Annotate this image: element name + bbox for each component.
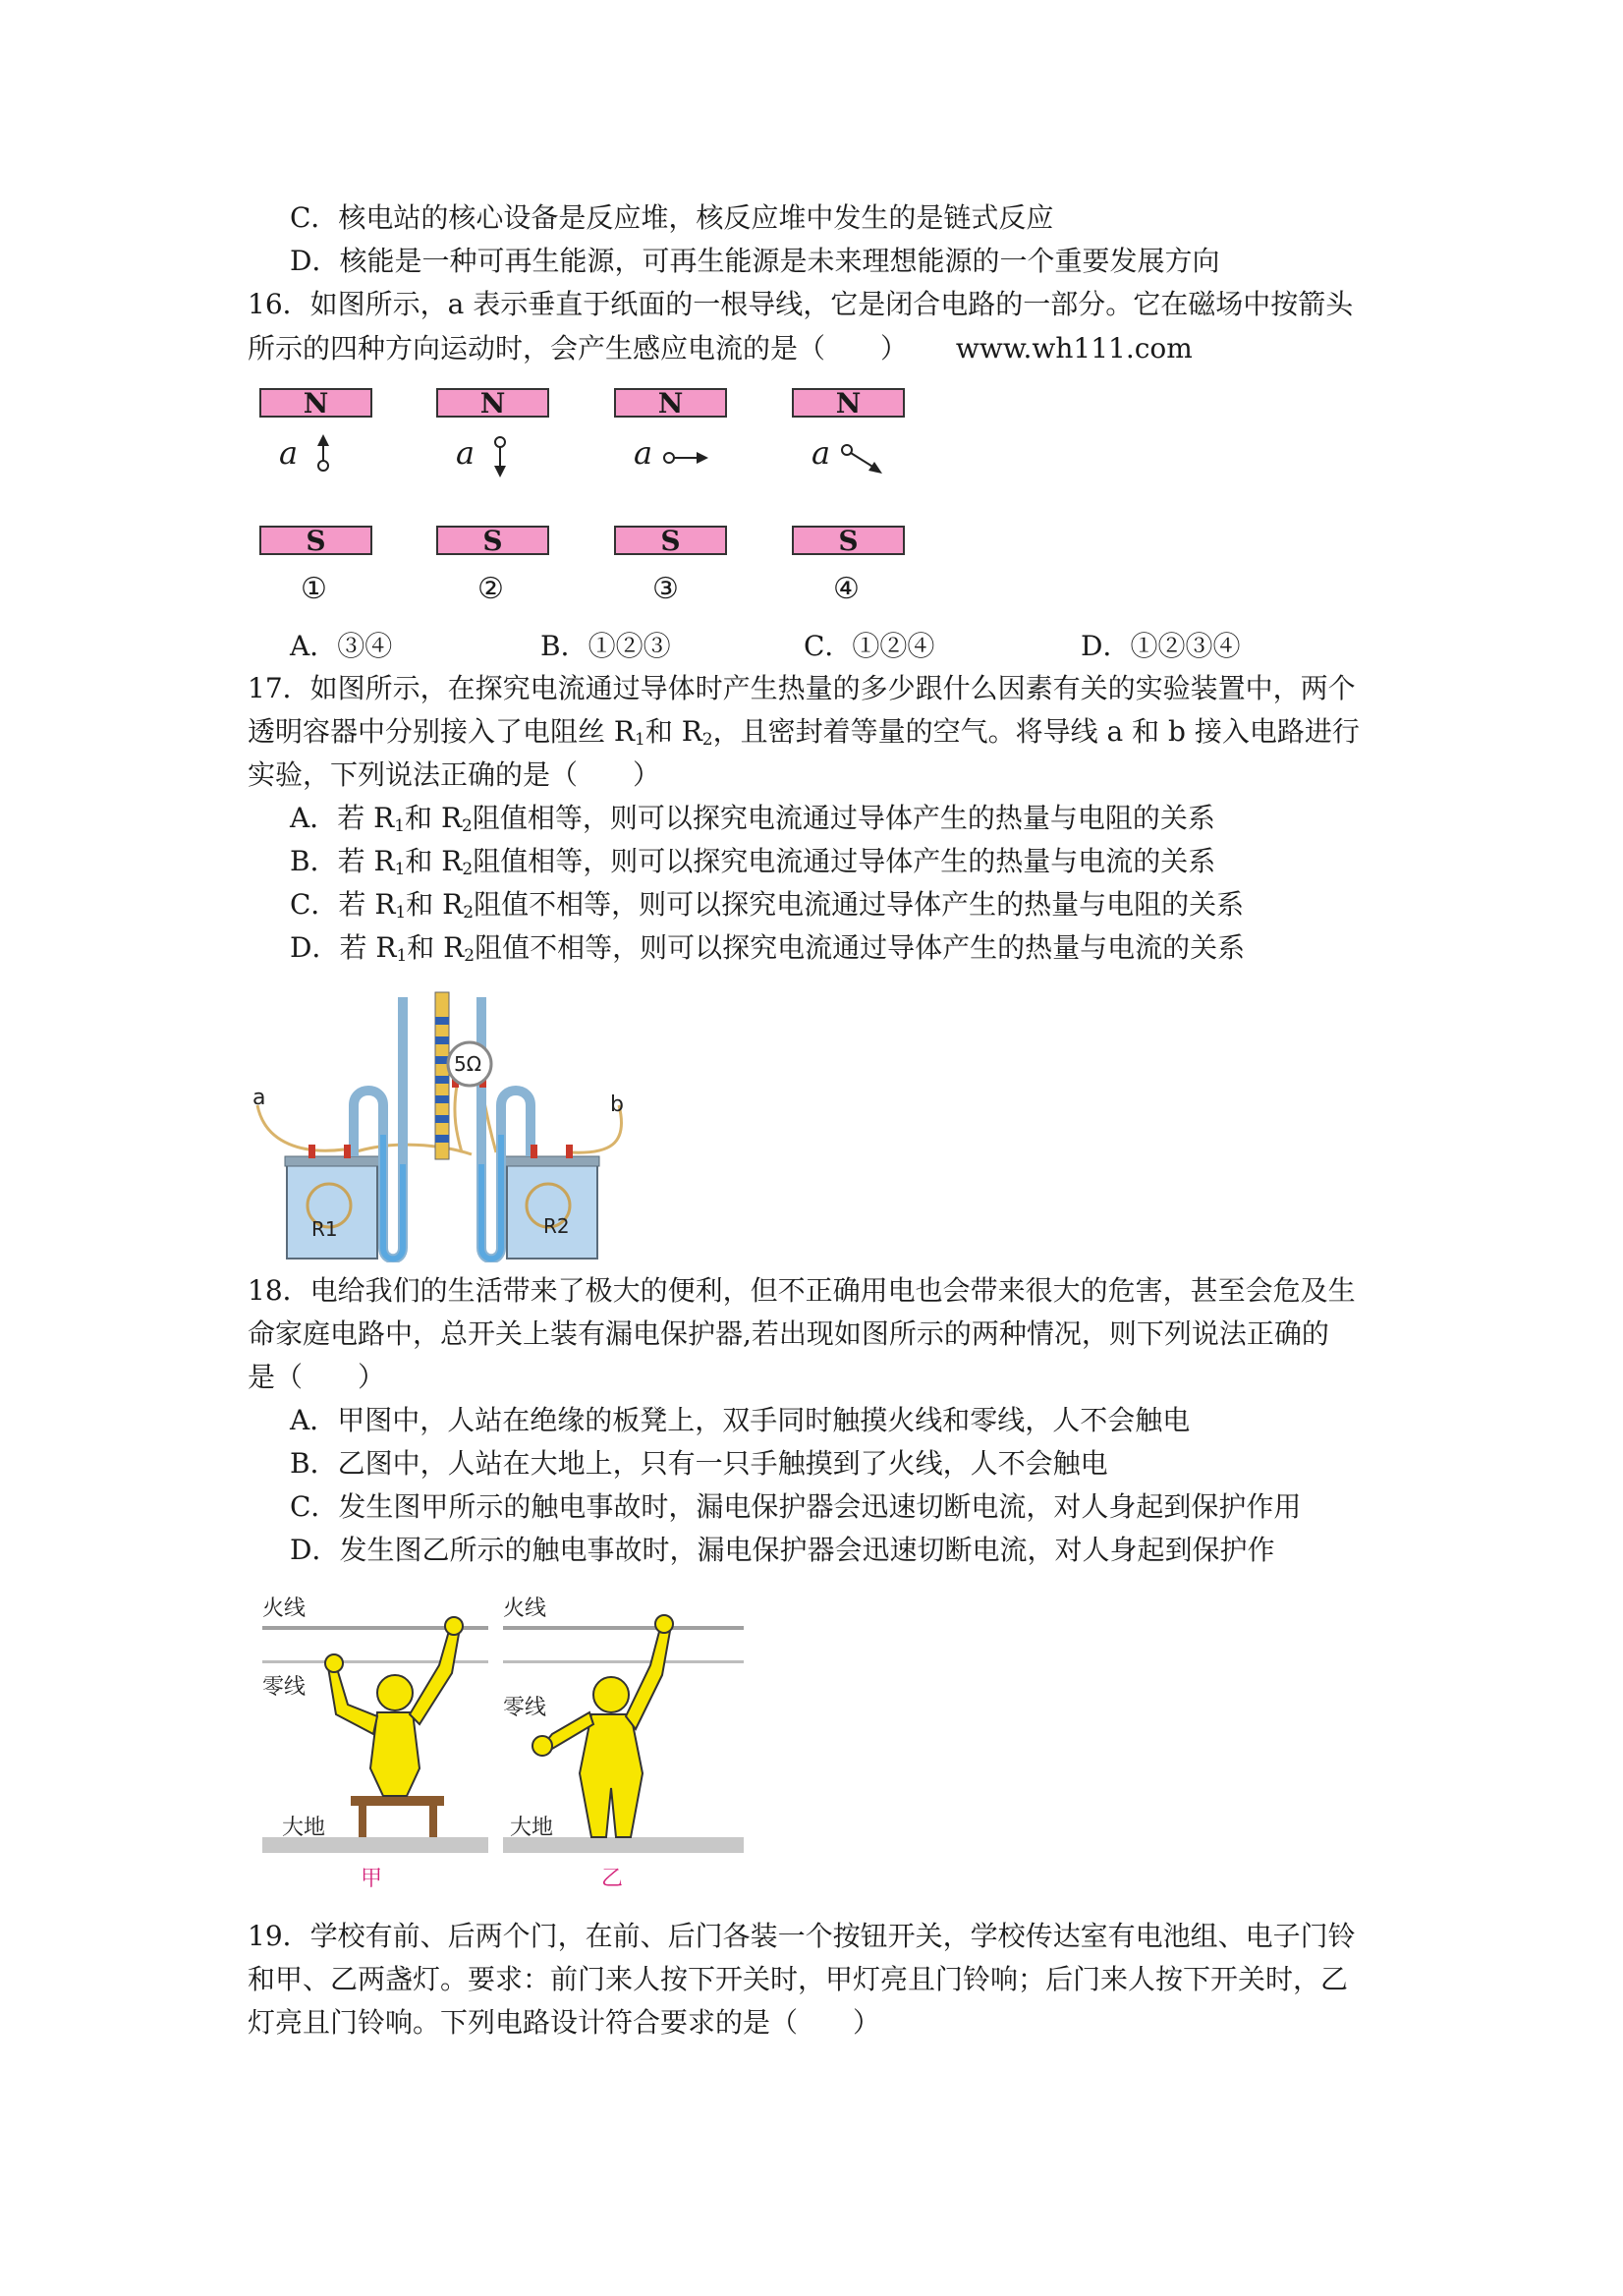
q17-text: 和 R bbox=[644, 715, 702, 748]
live-wire-label-2: 火线 bbox=[503, 1596, 547, 1621]
option-text: 阻值不相等，则可以探究电流通过导体产生的热量与电阻的关系 bbox=[474, 888, 1245, 921]
q17-text: ，且密封着等量的空气。将导线 a 和 b 接入电路进行 bbox=[712, 715, 1360, 748]
subscript: 2 bbox=[701, 730, 713, 750]
option-text: 和 R bbox=[406, 888, 464, 921]
q18-stem-line1: 18．电给我们的生活带来了极大的便利，但不正确用电也会带来很大的危害，甚至会危及生 bbox=[248, 1274, 1356, 1307]
q18-option-c: C．发生图甲所示的触电事故时，漏电保护器会迅速切断电流，对人身起到保护作用 bbox=[290, 1490, 1302, 1523]
neutral-wire-label-1: 零线 bbox=[262, 1675, 307, 1700]
live-wire-label-1: 火线 bbox=[262, 1596, 307, 1621]
subscript: 1 bbox=[395, 903, 407, 923]
subscript: 1 bbox=[396, 946, 408, 966]
q19-stem-line1: 19．学校有前、后两个门，在前、后门各装一个按钮开关，学校传达室有电池组、电子门铃 bbox=[248, 1920, 1356, 1952]
q16-option-c: C．①②④ bbox=[804, 630, 935, 662]
q16-option-d: D．①②③④ bbox=[1081, 630, 1241, 662]
neutral-wire-label-2: 零线 bbox=[503, 1696, 547, 1720]
subscript: 2 bbox=[463, 903, 475, 923]
wire-label-2: a bbox=[456, 434, 476, 472]
option-text: 阻值不相等，则可以探究电流通过导体产生的热量与电流的关系 bbox=[475, 931, 1246, 964]
q16-option-a: A．③④ bbox=[290, 630, 393, 662]
arrow-down-icon bbox=[485, 432, 515, 481]
option-text: B．若 R bbox=[290, 845, 395, 877]
wire-label-3: a bbox=[634, 434, 653, 472]
q15-option-c: C．核电站的核心设备是反应堆，核反应堆中发生的是链式反应 bbox=[290, 201, 1054, 234]
q17-option-a bbox=[290, 801, 1215, 836]
joule-apparatus-illustration bbox=[246, 987, 639, 1262]
option-text: 阻值相等，则可以探究电流通过导体产生的热量与电流的关系 bbox=[473, 845, 1216, 877]
ground-label-1: 大地 bbox=[282, 1816, 326, 1840]
r2-label: R2 bbox=[543, 1214, 570, 1238]
figure-number-3: ③ bbox=[652, 572, 679, 606]
north-pole-3: N bbox=[614, 388, 727, 418]
q16-stem-text: 所示的四种方向运动时，会产生感应电流的是（ ） bbox=[248, 332, 909, 364]
arrow-up-icon bbox=[308, 432, 338, 481]
q19-stem-line3: 灯亮且门铃响。下列电路设计符合要求的是（ ） bbox=[248, 2006, 881, 2039]
q16-stem-line1: 16．如图所示，a 表示垂直于纸面的一根导线，它是闭合电路的一部分。它在磁场中按箭头 bbox=[248, 288, 1354, 320]
subscript: 2 bbox=[462, 860, 474, 879]
electric-shock-illustration bbox=[257, 1587, 749, 1872]
q17-text: 透明容器中分别接入了电阻丝 R bbox=[248, 715, 635, 748]
q17-option-b bbox=[290, 844, 1215, 879]
south-pole-1: S bbox=[259, 526, 372, 555]
north-pole-1: N bbox=[259, 388, 372, 418]
south-pole-2: S bbox=[436, 526, 549, 555]
q18-stem-line2: 命家庭电路中，总开关上装有漏电保护器,若出现如图所示的两种情况，则下列说法正确的 bbox=[248, 1317, 1329, 1350]
q17-stem-line3: 实验，下列说法正确的是（ ） bbox=[248, 758, 661, 791]
option-text: 和 R bbox=[405, 845, 463, 877]
subscript: 1 bbox=[634, 730, 645, 750]
subscript: 1 bbox=[394, 816, 406, 836]
q18-option-a: A．甲图中，人站在绝缘的板凳上，双手同时触摸火线和零线，人不会触电 bbox=[290, 1404, 1191, 1436]
figure-caption-yi: 乙 bbox=[601, 1867, 624, 1891]
subscript: 2 bbox=[464, 946, 476, 966]
option-text: 和 R bbox=[407, 931, 465, 964]
option-text: 和 R bbox=[405, 802, 463, 834]
q18-option-d: D．发生图乙所示的触电事故时，漏电保护器会迅速切断电流，对人身起到保护作 bbox=[290, 1534, 1275, 1566]
arrow-diagonal-icon bbox=[839, 440, 890, 479]
q18-option-b: B．乙图中，人站在大地上，只有一只手触摸到了火线，人不会触电 bbox=[290, 1447, 1108, 1480]
q16-option-b: B．①②③ bbox=[540, 630, 671, 662]
subscript: 2 bbox=[462, 816, 473, 836]
option-text: A．若 R bbox=[290, 802, 395, 834]
q17-stem-line1: 17．如图所示，在探究电流通过导体时产生热量的多少跟什么因素有关的实验装置中，两个 bbox=[248, 672, 1356, 704]
q19-stem-line2: 和甲、乙两盏灯。要求：前门来人按下开关时，甲灯亮且门铃响；后门来人按下开关时，乙 bbox=[248, 1963, 1349, 1995]
wire-b-label: b bbox=[610, 1092, 624, 1117]
option-text: 阻值相等，则可以探究电流通过导体产生的热量与电阻的关系 bbox=[472, 802, 1215, 834]
figure-caption-jia: 甲 bbox=[361, 1867, 383, 1891]
figure-number-2: ② bbox=[477, 572, 504, 606]
north-pole-2: N bbox=[436, 388, 549, 418]
q17-stem-line2 bbox=[248, 714, 1360, 750]
north-pole-4: N bbox=[792, 388, 905, 418]
wire-label-1: a bbox=[279, 434, 299, 472]
q15-option-d: D．核能是一种可再生能源，可再生能源是未来理想能源的一个重要发展方向 bbox=[290, 245, 1220, 277]
option-text: D．若 R bbox=[290, 931, 397, 964]
wire-a-label: a bbox=[252, 1086, 266, 1110]
q17-option-d bbox=[290, 930, 1245, 966]
arrow-right-icon bbox=[661, 444, 712, 474]
figure-number-4: ④ bbox=[833, 572, 860, 606]
resistor-5ohm-label: 5Ω bbox=[454, 1052, 482, 1076]
subscript: 1 bbox=[394, 860, 406, 879]
watermark: www.wh111.com bbox=[955, 332, 1193, 364]
south-pole-3: S bbox=[614, 526, 727, 555]
wire-label-4: a bbox=[812, 434, 831, 472]
q18-stem-line3: 是（ ） bbox=[248, 1361, 386, 1393]
q16-stem-line2 bbox=[248, 331, 1193, 366]
figure-number-1: ① bbox=[301, 572, 327, 606]
option-text: C．若 R bbox=[290, 888, 396, 921]
ground-label-2: 大地 bbox=[510, 1816, 554, 1840]
south-pole-4: S bbox=[792, 526, 905, 555]
r1-label: R1 bbox=[311, 1217, 338, 1241]
q17-option-c bbox=[290, 887, 1244, 923]
